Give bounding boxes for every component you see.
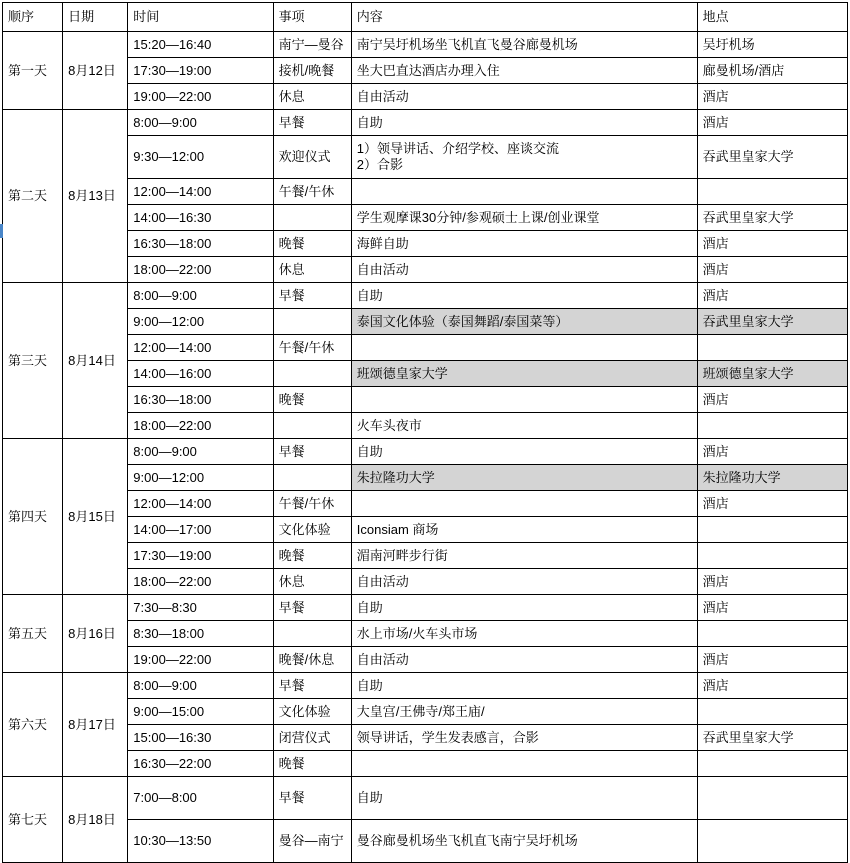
cell-time: 9:30—12:00 [128, 136, 273, 179]
table-row [3, 491, 848, 517]
cell-content: 大皇宫/王佛寺/郑王庙/ [351, 699, 697, 725]
cell-place: 吞武里皇家大学 [697, 205, 847, 231]
cell-place: 廊曼机场/酒店 [697, 58, 847, 84]
selection-edge-marker [0, 224, 3, 238]
cell-content: 朱拉隆功大学 [351, 465, 697, 491]
table-row [3, 58, 848, 84]
table-row [3, 543, 848, 569]
cell-time: 8:00—9:00 [128, 110, 273, 136]
table-body [3, 32, 848, 863]
cell-content: 1）领导讲话、介绍学校、座谈交流 2）合影 [351, 136, 697, 179]
table-row [3, 465, 848, 491]
cell-place: 酒店 [697, 595, 847, 621]
cell-time: 16:30—18:00 [128, 387, 273, 413]
cell-content: 自由活动 [351, 647, 697, 673]
cell-content: 自助 [351, 283, 697, 309]
cell-date: 8月18日 [63, 777, 128, 863]
cell-time: 18:00—22:00 [128, 569, 273, 595]
cell-content: 自助 [351, 777, 697, 820]
cell-content: 自由活动 [351, 569, 697, 595]
schedule-table [2, 2, 848, 863]
cell-content: Iconsiam 商场 [351, 517, 697, 543]
cell-content: 火车头夜市 [351, 413, 697, 439]
cell-content: 曼谷廊曼机场坐飞机直飞南宁吴圩机场 [351, 820, 697, 863]
column-header-content: 内容 [351, 3, 697, 32]
cell-date: 8月16日 [63, 595, 128, 673]
cell-time: 12:00—14:00 [128, 491, 273, 517]
table-row [3, 309, 848, 335]
table-row [3, 647, 848, 673]
cell-item: 闭营仪式 [273, 725, 351, 751]
cell-content [351, 751, 697, 777]
table-row [3, 257, 848, 283]
spreadsheet-canvas [0, 2, 850, 848]
table-row [3, 413, 848, 439]
cell-time: 16:30—18:00 [128, 231, 273, 257]
cell-place: 吞武里皇家大学 [697, 309, 847, 335]
cell-date: 8月12日 [63, 32, 128, 110]
cell-content: 自助 [351, 110, 697, 136]
cell-item: 早餐 [273, 439, 351, 465]
table-row [3, 751, 848, 777]
cell-time: 18:00—22:00 [128, 257, 273, 283]
table-row [3, 231, 848, 257]
cell-place [697, 751, 847, 777]
cell-content: 领导讲话，学生发表感言，合影 [351, 725, 697, 751]
cell-item: 文化体验 [273, 517, 351, 543]
cell-place [697, 543, 847, 569]
cell-time: 7:30—8:30 [128, 595, 273, 621]
cell-time: 15:00—16:30 [128, 725, 273, 751]
cell-time: 17:30—19:00 [128, 58, 273, 84]
cell-content: 自由活动 [351, 84, 697, 110]
cell-content: 自助 [351, 439, 697, 465]
cell-item: 晚餐 [273, 543, 351, 569]
table-header-row [3, 3, 848, 32]
cell-content: 泰国文化体验（泰国舞蹈/泰国菜等） [351, 309, 697, 335]
table-row [3, 32, 848, 58]
cell-place: 酒店 [697, 569, 847, 595]
cell-time: 8:00—9:00 [128, 283, 273, 309]
cell-order: 第五天 [3, 595, 63, 673]
cell-place [697, 699, 847, 725]
cell-item: 午餐/午休 [273, 335, 351, 361]
cell-place: 酒店 [697, 673, 847, 699]
table-row [3, 361, 848, 387]
cell-place: 吴圩机场 [697, 32, 847, 58]
column-header-time: 时间 [128, 3, 273, 32]
cell-time: 9:00—12:00 [128, 465, 273, 491]
cell-place [697, 777, 847, 820]
cell-time: 9:00—15:00 [128, 699, 273, 725]
cell-place [697, 517, 847, 543]
table-row [3, 699, 848, 725]
table-row [3, 673, 848, 699]
cell-content: 班颂德皇家大学 [351, 361, 697, 387]
cell-item [273, 309, 351, 335]
cell-item: 早餐 [273, 595, 351, 621]
cell-place [697, 335, 847, 361]
table-row [3, 335, 848, 361]
cell-item: 早餐 [273, 283, 351, 309]
cell-content [351, 335, 697, 361]
cell-time: 16:30—22:00 [128, 751, 273, 777]
cell-item: 休息 [273, 569, 351, 595]
cell-time: 19:00—22:00 [128, 84, 273, 110]
cell-place: 酒店 [697, 283, 847, 309]
cell-place: 吞武里皇家大学 [697, 725, 847, 751]
cell-item: 接机/晚餐 [273, 58, 351, 84]
cell-content: 坐大巴直达酒店办理入住 [351, 58, 697, 84]
cell-place: 酒店 [697, 647, 847, 673]
table-row [3, 517, 848, 543]
cell-time: 7:00—8:00 [128, 777, 273, 820]
cell-place: 酒店 [697, 387, 847, 413]
table-row [3, 439, 848, 465]
cell-item: 午餐/午休 [273, 491, 351, 517]
cell-time: 14:00—16:00 [128, 361, 273, 387]
cell-place: 酒店 [697, 110, 847, 136]
cell-item: 曼谷—南宁 [273, 820, 351, 863]
cell-item: 早餐 [273, 673, 351, 699]
cell-time: 18:00—22:00 [128, 413, 273, 439]
cell-date: 8月13日 [63, 110, 128, 283]
column-header-date: 日期 [63, 3, 128, 32]
cell-date: 8月17日 [63, 673, 128, 777]
cell-place: 吞武里皇家大学 [697, 136, 847, 179]
cell-content [351, 387, 697, 413]
cell-place [697, 621, 847, 647]
cell-time: 8:00—9:00 [128, 439, 273, 465]
cell-place [697, 820, 847, 863]
cell-order: 第一天 [3, 32, 63, 110]
cell-time: 14:00—16:30 [128, 205, 273, 231]
cell-item: 午餐/午休 [273, 179, 351, 205]
cell-place: 酒店 [697, 84, 847, 110]
cell-order: 第三天 [3, 283, 63, 439]
cell-order: 第六天 [3, 673, 63, 777]
cell-date: 8月14日 [63, 283, 128, 439]
table-row [3, 621, 848, 647]
table-row [3, 569, 848, 595]
cell-item [273, 361, 351, 387]
table-row [3, 595, 848, 621]
table-row [3, 725, 848, 751]
column-header-order: 顺序 [3, 3, 63, 32]
cell-date: 8月15日 [63, 439, 128, 595]
cell-content: 湄南河畔步行街 [351, 543, 697, 569]
cell-item: 晚餐 [273, 387, 351, 413]
cell-item: 晚餐 [273, 231, 351, 257]
cell-item: 休息 [273, 257, 351, 283]
cell-time: 8:00—9:00 [128, 673, 273, 699]
cell-time: 15:20—16:40 [128, 32, 273, 58]
cell-item: 早餐 [273, 777, 351, 820]
cell-item: 晚餐/休息 [273, 647, 351, 673]
table-row [3, 820, 848, 863]
cell-time: 10:30—13:50 [128, 820, 273, 863]
cell-place [697, 179, 847, 205]
column-header-item: 事项 [273, 3, 351, 32]
column-header-place: 地点 [697, 3, 847, 32]
table-row [3, 110, 848, 136]
cell-item [273, 621, 351, 647]
table-row [3, 179, 848, 205]
cell-content: 水上市场/火车头市场 [351, 621, 697, 647]
cell-content: 南宁吴圩机场坐飞机直飞曼谷廊曼机场 [351, 32, 697, 58]
cell-place: 酒店 [697, 257, 847, 283]
cell-item [273, 413, 351, 439]
cell-place: 酒店 [697, 231, 847, 257]
table-row [3, 777, 848, 820]
cell-content: 海鲜自助 [351, 231, 697, 257]
cell-item: 早餐 [273, 110, 351, 136]
cell-time: 8:30—18:00 [128, 621, 273, 647]
cell-time: 19:00—22:00 [128, 647, 273, 673]
cell-content: 自助 [351, 595, 697, 621]
table-row [3, 84, 848, 110]
cell-item: 文化体验 [273, 699, 351, 725]
cell-time: 12:00—14:00 [128, 335, 273, 361]
table-row [3, 136, 848, 179]
cell-place: 酒店 [697, 491, 847, 517]
cell-content [351, 179, 697, 205]
table-row [3, 283, 848, 309]
cell-order: 第四天 [3, 439, 63, 595]
cell-item: 休息 [273, 84, 351, 110]
table-row [3, 387, 848, 413]
cell-content: 学生观摩课30分钟/参观硕士上课/创业课堂 [351, 205, 697, 231]
cell-order: 第二天 [3, 110, 63, 283]
cell-item: 南宁—曼谷 [273, 32, 351, 58]
cell-order: 第七天 [3, 777, 63, 863]
cell-item: 晚餐 [273, 751, 351, 777]
cell-content [351, 491, 697, 517]
cell-place [697, 413, 847, 439]
cell-item [273, 465, 351, 491]
table-row [3, 205, 848, 231]
cell-item [273, 205, 351, 231]
cell-time: 14:00—17:00 [128, 517, 273, 543]
cell-item: 欢迎仪式 [273, 136, 351, 179]
cell-time: 17:30—19:00 [128, 543, 273, 569]
cell-time: 9:00—12:00 [128, 309, 273, 335]
cell-content: 自由活动 [351, 257, 697, 283]
cell-content: 自助 [351, 673, 697, 699]
cell-place: 班颂德皇家大学 [697, 361, 847, 387]
cell-time: 12:00—14:00 [128, 179, 273, 205]
cell-place: 朱拉隆功大学 [697, 465, 847, 491]
cell-place: 酒店 [697, 439, 847, 465]
